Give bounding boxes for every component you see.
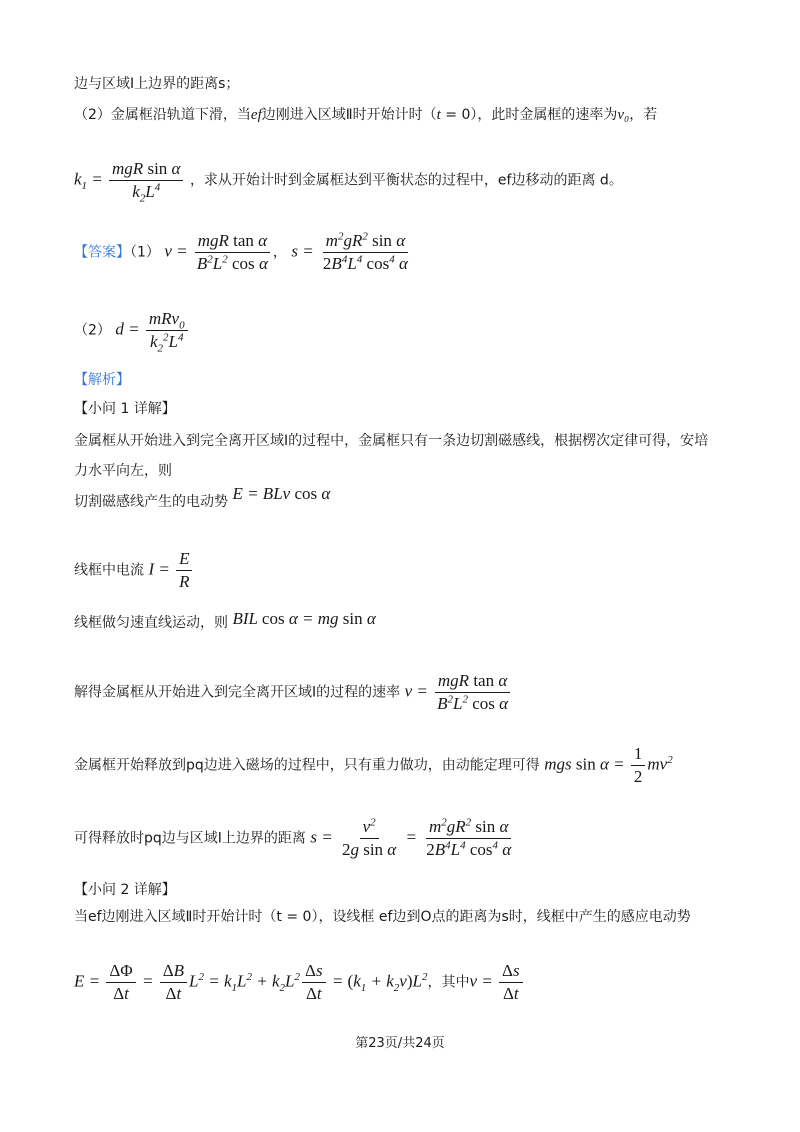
emf-line xyxy=(74,484,331,512)
text-span: 线框中电流 xyxy=(74,562,144,579)
formula-k1: $k_1$ = $\frac{\text{mgR sin α}}{k_2L^4}$ xyxy=(74,160,185,201)
text-line: 金属框从开始进入到完全离开区域Ⅰ的过程中，金属框只有一条边切割磁感线，根据楞次定律可得，安培 xyxy=(74,433,709,449)
text-span: 边刚进入区域Ⅱ时开始计时（ xyxy=(261,107,437,123)
text-span: （2） xyxy=(74,322,111,339)
formula-speed: v = $\frac{\text{mgR tan α}}{B^2L^2 \cos \alpha}$ xyxy=(405,672,514,713)
formula-emf: E = BLv cos α xyxy=(232,484,331,503)
formula-velocity: v = $\frac{\Delta s}{\Delta t}$ xyxy=(469,962,524,1003)
formula-emf-2: E = $\frac{\Delta\Phi}{\Delta t}$ = $\frac{\Delta B}{\Delta t}$ $L^2 = k_1L^2 + k_2L^2$ $\frac{\Delta s}{\Delta t}$ = $(k_1 + k_2v)L^2$ xyxy=(74,961,428,1003)
formula-answer-s: s = $\frac{m^2gR^2 \sin \alpha}{2B^4L^4 \cos^4 \alpha}$ xyxy=(291,230,408,273)
text-span: （1） xyxy=(130,244,160,261)
text-span: 解得金属框从开始进入到完全离开区域Ⅰ的过程的速率 xyxy=(74,684,401,701)
speed-line xyxy=(74,672,513,713)
energy-line xyxy=(74,745,673,786)
formula-energy: mgs sin α = $\frac{1}{2}$ $mv^2$ xyxy=(544,744,673,786)
text-span: 切割磁感线产生的电动势 xyxy=(74,494,228,510)
formula-current: I = $\frac{E}{R}$ xyxy=(148,550,194,591)
text-span: ef xyxy=(250,107,262,123)
text-line: 边与区域Ⅰ上边界的距离s； xyxy=(74,76,240,92)
text-span: t xyxy=(436,107,441,123)
answer-tag: 【答案】 xyxy=(74,244,130,261)
formula-answer-v: v = $\frac{\text{mgR tan α}}{B^2L^2 \cos \alpha}$ xyxy=(164,232,273,273)
text-line: 当ef边刚进入区域Ⅱ时开始计时（t = 0），设线框 ef边到O点的距离为s时，线框中产生的感应电动势 xyxy=(74,909,691,925)
text-span: = 0），此时金属框的速率为 xyxy=(440,107,618,123)
text-span: 金属框开始释放到pq边进入磁场的过程中，只有重力做功，由动能定理可得 xyxy=(74,757,540,774)
emf-2-line xyxy=(74,962,525,1003)
page-number: 第23页/共24页 xyxy=(355,1036,445,1051)
text-span: v₀ xyxy=(617,107,630,123)
formula-answer-d: d = $\frac{mRv_0}{k_2^2L^4}$ xyxy=(115,310,189,351)
answer-line-2 xyxy=(74,309,190,355)
formula-distance: s = $\frac{v^2}{\text{2g sin α}}$ = $\frac{m^2gR^2 \sin \alpha}{2B^4L^4 \cos^4 \alpha}$ xyxy=(310,816,512,859)
answer-line-1 xyxy=(74,232,413,273)
text-span: 可得释放时pq边与区域Ⅰ上边界的距离 xyxy=(74,830,306,847)
text-line: 力水平向左，则 xyxy=(74,463,172,479)
analysis-tag: 【解析】 xyxy=(74,372,130,388)
distance-line xyxy=(74,818,516,859)
subquestion-2-heading: 【小问 2 详解】 xyxy=(74,882,176,898)
text-span: 线框做匀速直线运动，则 xyxy=(74,615,228,631)
k1-condition-line xyxy=(74,159,623,205)
text-span: （2）金属框沿轨道下滑，当 xyxy=(74,107,251,123)
text-span: ， xyxy=(272,244,287,261)
text-span: ，若 xyxy=(629,107,658,123)
current-line xyxy=(74,550,194,591)
uniform-motion-line xyxy=(74,609,376,633)
subquestion-1-heading: 【小问 1 详解】 xyxy=(74,401,176,417)
formula-force-balance: BIL cos α = mg sin α xyxy=(232,609,376,628)
text-span: ，其中 xyxy=(427,974,470,991)
text-span: ，求从开始计时到金属框达到平衡状态的过程中，ef边移动的距离 d。 xyxy=(189,172,623,189)
question-2-line xyxy=(74,105,657,125)
